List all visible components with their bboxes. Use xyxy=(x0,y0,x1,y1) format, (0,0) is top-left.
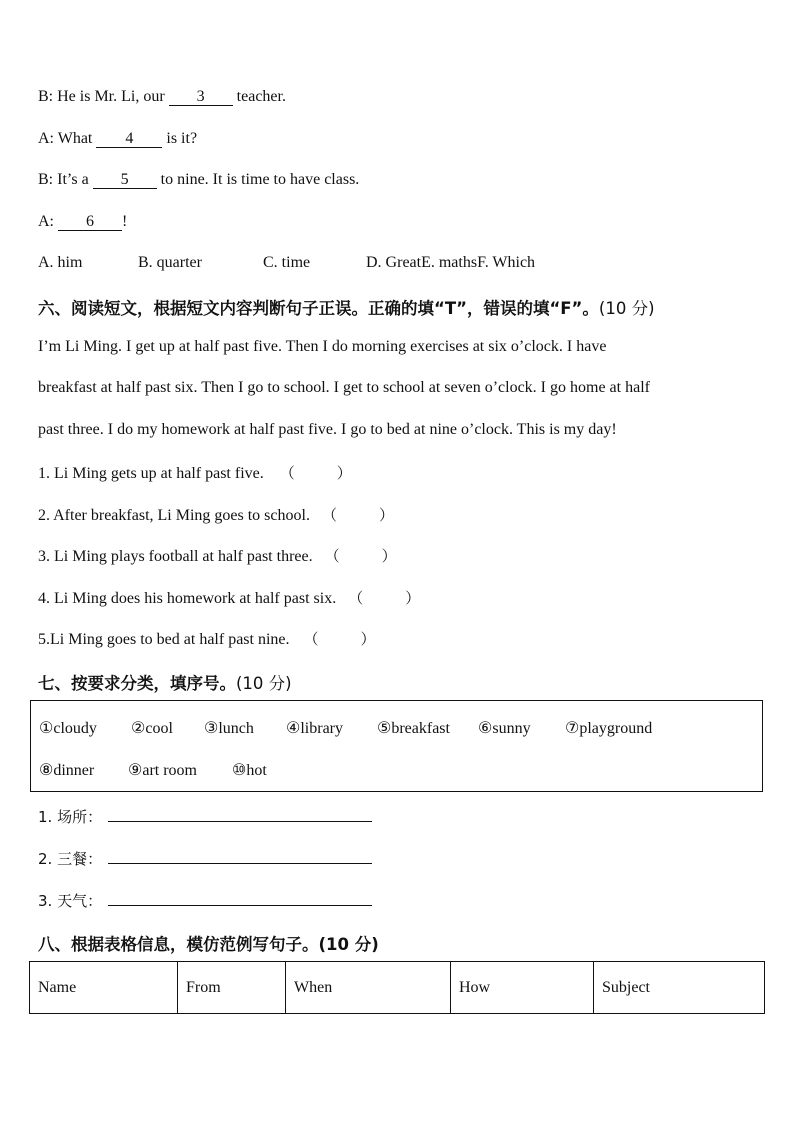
dialogue-line-3: B: It’s a 5 to nine. It is time to have class. xyxy=(38,171,360,188)
answer-paren-1[interactable]: （ ） xyxy=(279,464,352,482)
header-subject: Subject xyxy=(594,962,765,1014)
word-box xyxy=(30,700,763,792)
header-from: From xyxy=(178,962,286,1014)
category-meals: 2. 三餐： xyxy=(38,848,372,869)
option-c: C. time xyxy=(263,254,311,271)
word-item: ②cool xyxy=(131,720,173,737)
blank-4[interactable]: 4 xyxy=(96,131,162,148)
header-name: Name xyxy=(30,962,178,1014)
answer-paren-2[interactable]: （ ） xyxy=(321,506,394,524)
meals-answer-line[interactable] xyxy=(108,849,372,864)
question-1: 1. Li Ming gets up at half past five. （ ） xyxy=(38,464,352,482)
question-5: 5.Li Ming goes to bed at half past nine. （ ） xyxy=(38,630,376,648)
word-item: ①cloudy xyxy=(39,720,97,737)
section-8-title: 八、根据表格信息，模仿范例写句子。(10 分) xyxy=(38,935,379,954)
places-answer-line[interactable] xyxy=(108,807,372,822)
dialogue-line-1: B: He is Mr. Li, our 3 teacher. xyxy=(38,88,286,105)
passage-line-3: past three. I do my homework at half past five. I go to bed at nine o’clock. This is my day! xyxy=(38,421,617,438)
info-table xyxy=(29,961,765,1014)
table-header-row xyxy=(30,962,765,1014)
word-item: ⑤breakfast xyxy=(377,720,450,737)
question-2: 2. After breakfast, Li Ming goes to school. （ ） xyxy=(38,506,394,524)
option-b: B. quarter xyxy=(138,254,202,271)
blank-5[interactable]: 5 xyxy=(93,172,157,189)
question-3: 3. Li Ming plays football at half past three. （ ） xyxy=(38,547,397,565)
word-item: ③lunch xyxy=(204,720,254,737)
word-item: ⑧dinner xyxy=(39,762,95,779)
category-places: 1. 场所： xyxy=(38,806,372,827)
word-item: ④library xyxy=(286,720,343,737)
dialogue-line-2: A: What 4 is it? xyxy=(38,130,198,147)
header-when: When xyxy=(286,962,451,1014)
dialogue-line-4: A: 6 ! xyxy=(38,213,128,230)
passage-line-1: I’m Li Ming. I get up at half past five. Then I do morning exercises at six o’clock. I have xyxy=(38,338,607,355)
word-item: ⑩hot xyxy=(232,762,267,779)
header-how: How xyxy=(451,962,594,1014)
answer-options xyxy=(38,254,535,272)
section-7-title: 七、按要求分类，填序号。(10 分) xyxy=(38,674,292,693)
weather-answer-line[interactable] xyxy=(108,891,372,906)
word-item: ⑨art room xyxy=(128,762,197,779)
question-4: 4. Li Ming does his homework at half past six. （ ） xyxy=(38,589,421,607)
passage-line-2: breakfast at half past six. Then I go to school. I get to school at seven o’clock. I go home at half xyxy=(38,379,650,396)
word-item: ⑥sunny xyxy=(478,720,531,737)
word-item: ⑦playground xyxy=(565,720,653,737)
answer-paren-4[interactable]: （ ） xyxy=(348,589,421,607)
category-weather: 3. 天气： xyxy=(38,890,372,911)
answer-paren-5[interactable]: （ ） xyxy=(303,630,376,648)
option-d: D. GreatE. mathsF. Which xyxy=(366,254,536,271)
section-6-title: 六、阅读短文，根据短文内容判断句子正误。正确的填“T”，错误的填“F”。(10 分) xyxy=(38,299,655,318)
option-a: A. him xyxy=(38,254,83,271)
blank-3[interactable]: 3 xyxy=(169,89,233,106)
blank-6[interactable]: 6 xyxy=(58,214,122,231)
answer-paren-3[interactable]: （ ） xyxy=(324,547,397,565)
